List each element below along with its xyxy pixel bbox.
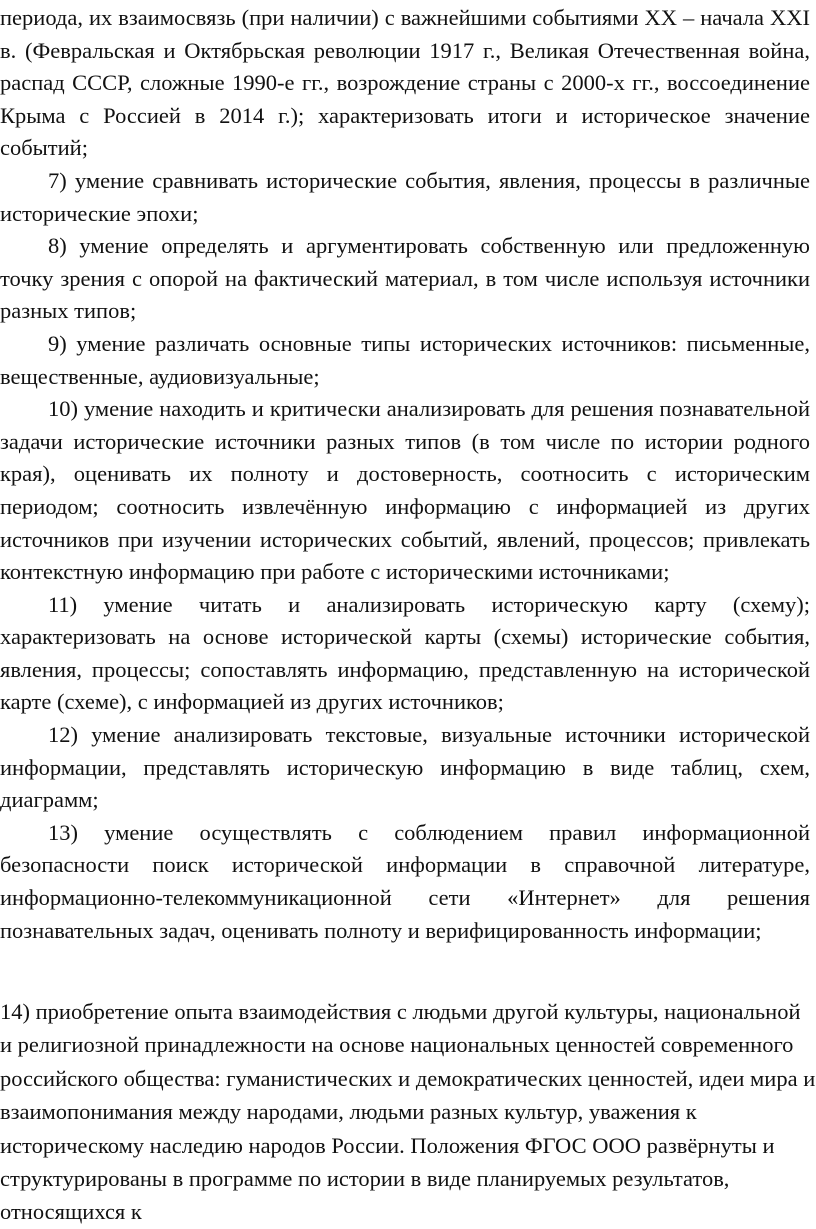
paragraph-item-13: 13) умение осуществлять с соблюдением правил информационной безопасности поиск исторической информации в справочной литературе, информационно-телекоммуникационной сети «Интернет» для решения познавательных задач, оценивать полноту и верифицированность информации; xyxy=(0,819,810,943)
paragraph-item-11: 11) умение читать и анализировать историческую карту (схему); характеризовать на основе исторической карты (схемы) исторические события, явления, процессы; сопоставлять информацию, представленную на исторической карте (схеме), с информацией из других источников; xyxy=(0,591,810,715)
paragraph-item-8: 8) умение определять и аргументировать собственную или предложенную точку зрения с опорой на фактический материал, в том числе используя источники разных типов; xyxy=(0,233,810,324)
paragraph-continuation: периода, их взаимосвязь (при наличии) с важнейшими событиями XX – начала XXI в. (Февральская и Октябрьская революции 1917 г., Великая Отечественная война, распад СССР, сложные 1990-е гг., возрождение страны с 2000-х гг., воссоединение Крыма с Россией в 2014 г.); характеризовать итоги и историческое значение событий; xyxy=(0,5,810,161)
document-body xyxy=(0,2,813,947)
paragraph-item-7: 7) умение сравнивать исторические события, явления, процессы в различные исторические эпохи; xyxy=(0,167,810,226)
document-plain-section xyxy=(0,995,816,1229)
paragraph-item-12: 12) умение анализировать текстовые, визуальные источники исторической информации, представлять историческую информацию в виде таблиц, схем, диаграмм; xyxy=(0,722,810,813)
paragraph-item-14: 14) приобретение опыта взаимодействия с людьми другой культуры, национальной и религиозной принадлежности на основе национальных ценностей современного российского общества: гуманистических и демократических ценностей, идеи мира и взаимопонимания между народами, людьми разных культур, уважения к историческому наследию народов России. Положения ФГОС ООО развёрнуты и структурированы в программе по истории в виде планируемых результатов, относящихся к xyxy=(0,999,816,1225)
paragraph-item-10: 10) умение находить и критически анализировать для решения познавательной задачи исторические источники разных типов (в том числе по истории родного края), оценивать их полноту и достоверность, соотносить с историческим периодом; соотносить извлечённую информацию с информацией из других источников при изучении исторических событий, явлений, процессов; привлекать контекстную информацию при работе с историческими источниками; xyxy=(0,396,810,585)
paragraph-item-9: 9) умение различать основные типы исторических источников: письменные, вещественные, аудиовизуальные; xyxy=(0,330,810,389)
